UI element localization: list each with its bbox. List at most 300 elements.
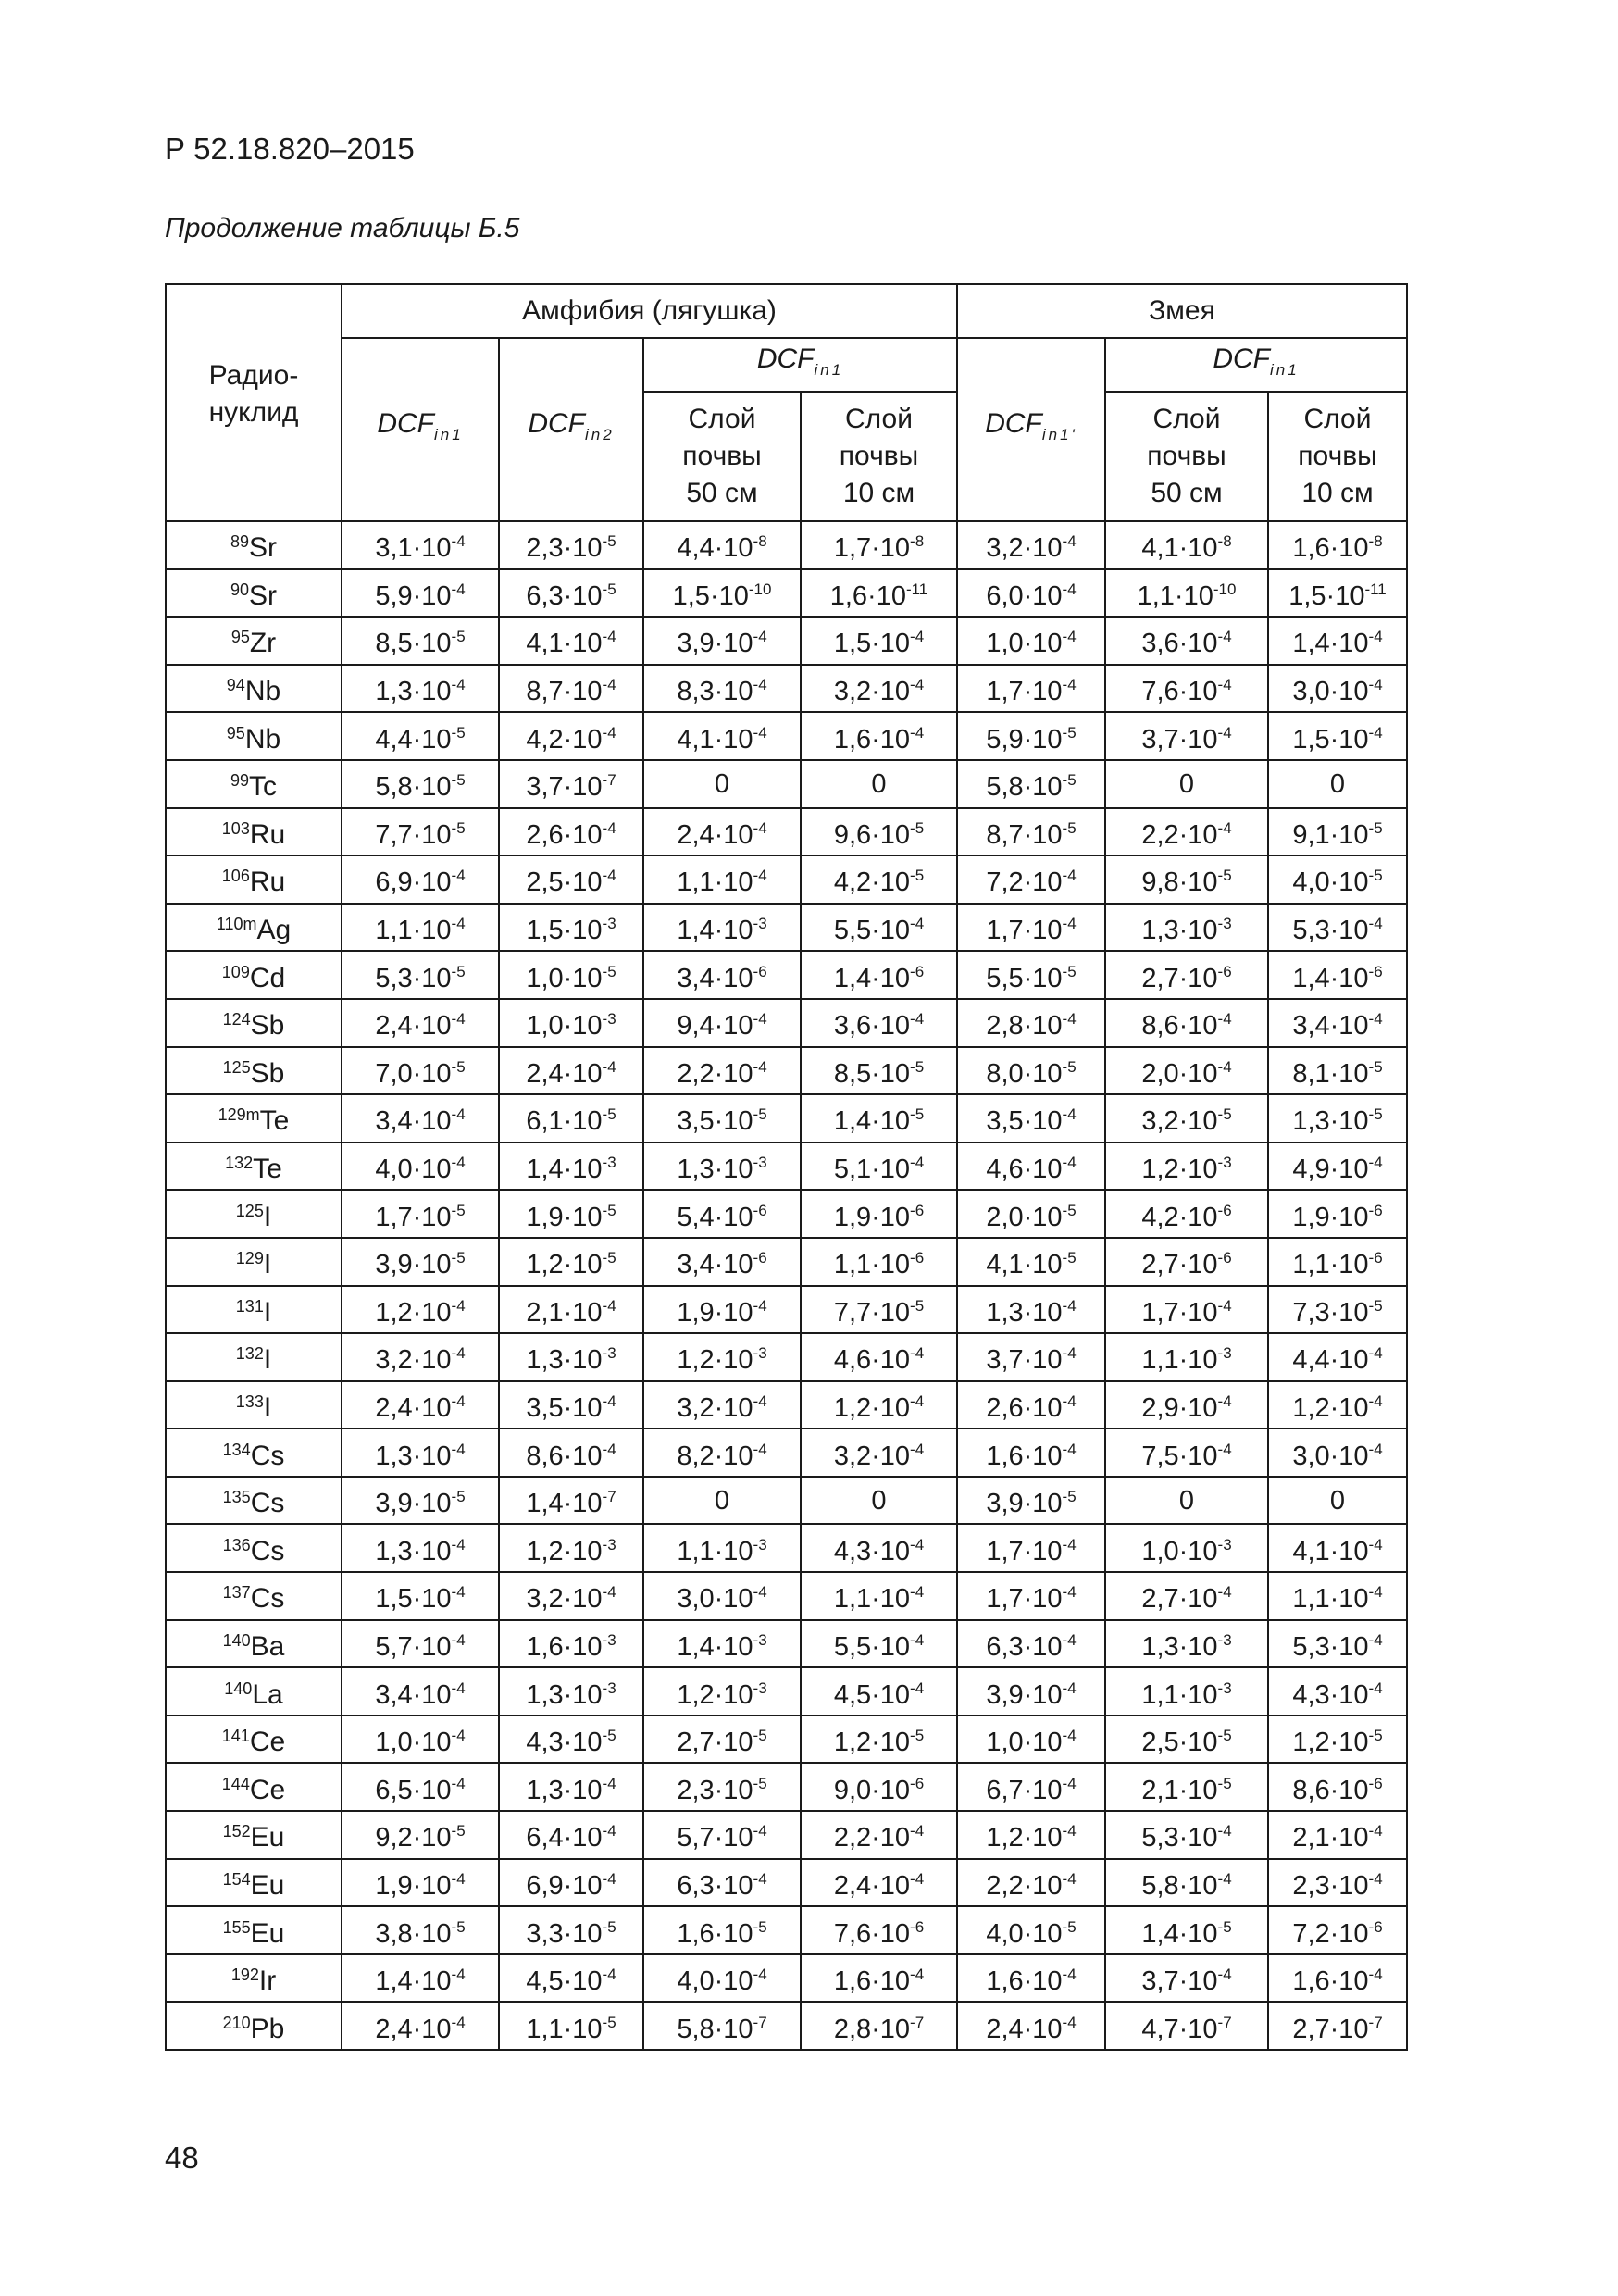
- value-cell: $3,8\cdot 10^{-5}$: [342, 1906, 499, 1954]
- value-cell: $9,0\cdot 10^{-6}$: [801, 1763, 957, 1811]
- value-cell: $5,8\cdot 10^{-5}$: [957, 760, 1105, 808]
- value-cell: $1,4\cdot 10^{-4}$: [342, 1954, 499, 2003]
- value-cell: $7,7\cdot 10^{-5}$: [342, 808, 499, 856]
- value-cell: $2,4\cdot 10^{-4}$: [342, 2002, 499, 2050]
- value-cell: $1,4\cdot 10^{-3}$: [643, 1620, 801, 1668]
- value-cell: $1,1\cdot 10^{-6}$: [1268, 1238, 1407, 1286]
- radionuclide-cell: $^{110m}$Ag: [166, 904, 342, 952]
- value-cell: $8,6\cdot 10^{-4}$: [1105, 999, 1268, 1047]
- radionuclide-cell: $^{89}$Sr: [166, 521, 342, 569]
- value-cell: $2,4\cdot 10^{-4}$: [499, 1047, 643, 1095]
- value-cell: $1,9\cdot 10^{-6}$: [1268, 1190, 1407, 1238]
- value-cell: $2,1\cdot 10^{-5}$: [1105, 1763, 1268, 1811]
- value-cell: $1,1\cdot 10^{-10}$: [1105, 569, 1268, 618]
- value-cell: $4,7\cdot 10^{-7}$: [1105, 2002, 1268, 2050]
- value-cell: $5,8\cdot 10^{-5}$: [342, 760, 499, 808]
- value-cell: $8,2\cdot 10^{-4}$: [643, 1429, 801, 1477]
- header-amph-dcf-in1-layers: $DCF_{in1}$: [643, 338, 957, 392]
- table-row: [166, 1429, 1407, 1477]
- value-cell: $2,6\cdot 10^{-4}$: [499, 808, 643, 856]
- value-cell: $5,3\cdot 10^{-4}$: [1268, 1620, 1407, 1668]
- value-cell: $2,7\cdot 10^{-4}$: [1105, 1572, 1268, 1620]
- value-cell: $3,9\cdot 10^{-4}$: [957, 1667, 1105, 1716]
- value-cell: $5,8\cdot 10^{-7}$: [643, 2002, 801, 2050]
- value-cell: $3,5\cdot 10^{-5}$: [643, 1094, 801, 1142]
- value-cell: $1,4\cdot 10^{-4}$: [1268, 617, 1407, 665]
- value-cell: $1,3\cdot 10^{-3}$: [499, 1667, 643, 1716]
- value-cell: $2,3\cdot 10^{-5}$: [499, 521, 643, 569]
- radionuclide-cell: $^{132}$I: [166, 1333, 342, 1381]
- value-cell: $1,0\cdot 10^{-5}$: [499, 951, 643, 999]
- value-cell: $2,7\cdot 10^{-5}$: [643, 1716, 801, 1764]
- value-cell: $2,2\cdot 10^{-4}$: [801, 1811, 957, 1859]
- header-snake-layer-50: Слой почвы 50 см: [1105, 392, 1268, 521]
- radionuclide-cell: $^{129m}$Te: [166, 1094, 342, 1142]
- value-cell: $1,1\cdot 10^{-4}$: [1268, 1572, 1407, 1620]
- radionuclide-cell: $^{131}$I: [166, 1286, 342, 1334]
- value-cell: $6,9\cdot 10^{-4}$: [499, 1859, 643, 1907]
- header-amph-layer-50: Слой почвы 50 см: [643, 392, 801, 521]
- value-cell: $1,7\cdot 10^{-4}$: [957, 665, 1105, 713]
- radionuclide-cell: $^{135}$Cs: [166, 1477, 342, 1525]
- table-row: [166, 1524, 1407, 1572]
- value-cell: $2,4\cdot 10^{-4}$: [342, 1381, 499, 1429]
- value-cell: $1,4\cdot 10^{-3}$: [499, 1142, 643, 1191]
- value-cell: $3,2\cdot 10^{-4}$: [499, 1572, 643, 1620]
- value-cell: 0: [643, 1477, 801, 1525]
- value-cell: $2,6\cdot 10^{-4}$: [957, 1381, 1105, 1429]
- value-cell: $2,5\cdot 10^{-5}$: [1105, 1716, 1268, 1764]
- value-cell: $8,3\cdot 10^{-4}$: [643, 665, 801, 713]
- value-cell: $3,0\cdot 10^{-4}$: [1268, 1429, 1407, 1477]
- value-cell: $7,2\cdot 10^{-4}$: [957, 855, 1105, 904]
- value-cell: $1,5\cdot 10^{-3}$: [499, 904, 643, 952]
- value-cell: $1,6\cdot 10^{-4}$: [957, 1954, 1105, 2003]
- value-cell: $1,4\cdot 10^{-5}$: [1105, 1906, 1268, 1954]
- value-cell: $3,2\cdot 10^{-4}$: [957, 521, 1105, 569]
- value-cell: $1,3\cdot 10^{-4}$: [342, 665, 499, 713]
- value-cell: $4,4\cdot 10^{-8}$: [643, 521, 801, 569]
- value-cell: $5,5\cdot 10^{-5}$: [957, 951, 1105, 999]
- value-cell: $1,3\cdot 10^{-4}$: [957, 1286, 1105, 1334]
- value-cell: 0: [1105, 760, 1268, 808]
- value-cell: $1,4\cdot 10^{-6}$: [801, 951, 957, 999]
- value-cell: $1,6\cdot 10^{-4}$: [801, 1954, 957, 2003]
- value-cell: $2,3\cdot 10^{-4}$: [1268, 1859, 1407, 1907]
- table-row: [166, 2002, 1407, 2050]
- value-cell: $5,8\cdot 10^{-4}$: [1105, 1859, 1268, 1907]
- value-cell: $8,6\cdot 10^{-6}$: [1268, 1763, 1407, 1811]
- value-cell: $3,0\cdot 10^{-4}$: [643, 1572, 801, 1620]
- value-cell: $1,6\cdot 10^{-11}$: [801, 569, 957, 618]
- value-cell: $8,1\cdot 10^{-5}$: [1268, 1047, 1407, 1095]
- value-cell: $1,2\cdot 10^{-4}$: [1268, 1381, 1407, 1429]
- table-row: [166, 1333, 1407, 1381]
- value-cell: $9,8\cdot 10^{-5}$: [1105, 855, 1268, 904]
- value-cell: $4,6\cdot 10^{-4}$: [801, 1333, 957, 1381]
- value-cell: $2,1\cdot 10^{-4}$: [1268, 1811, 1407, 1859]
- value-cell: 0: [643, 760, 801, 808]
- value-cell: $7,0\cdot 10^{-5}$: [342, 1047, 499, 1095]
- value-cell: $8,7\cdot 10^{-4}$: [499, 665, 643, 713]
- value-cell: 0: [1105, 1477, 1268, 1525]
- value-cell: $1,2\cdot 10^{-5}$: [499, 1238, 643, 1286]
- table-row: [166, 1667, 1407, 1716]
- radionuclide-cell: $^{95}$Zr: [166, 617, 342, 665]
- value-cell: $2,7\cdot 10^{-7}$: [1268, 2002, 1407, 2050]
- value-cell: $5,3\cdot 10^{-4}$: [1105, 1811, 1268, 1859]
- value-cell: $1,9\cdot 10^{-4}$: [643, 1286, 801, 1334]
- table-row: [166, 1477, 1407, 1525]
- value-cell: $1,0\cdot 10^{-4}$: [342, 1716, 499, 1764]
- value-cell: $1,9\cdot 10^{-5}$: [499, 1190, 643, 1238]
- value-cell: $3,5\cdot 10^{-4}$: [499, 1381, 643, 1429]
- value-cell: $1,6\cdot 10^{-5}$: [643, 1906, 801, 1954]
- value-cell: $5,1\cdot 10^{-4}$: [801, 1142, 957, 1191]
- value-cell: $3,4\cdot 10^{-6}$: [643, 1238, 801, 1286]
- value-cell: $1,2\cdot 10^{-5}$: [1268, 1716, 1407, 1764]
- value-cell: $4,1\cdot 10^{-4}$: [499, 617, 643, 665]
- table-row: [166, 1190, 1407, 1238]
- value-cell: $9,1\cdot 10^{-5}$: [1268, 808, 1407, 856]
- value-cell: $1,1\cdot 10^{-5}$: [499, 2002, 643, 2050]
- value-cell: $1,2\cdot 10^{-3}$: [1105, 1142, 1268, 1191]
- value-cell: $1,7\cdot 10^{-5}$: [342, 1190, 499, 1238]
- table-row: [166, 1620, 1407, 1668]
- value-cell: $1,2\cdot 10^{-3}$: [643, 1333, 801, 1381]
- value-cell: $2,7\cdot 10^{-6}$: [1105, 951, 1268, 999]
- value-cell: $4,1\cdot 10^{-5}$: [957, 1238, 1105, 1286]
- value-cell: $2,7\cdot 10^{-6}$: [1105, 1238, 1268, 1286]
- header-radionuclide: [166, 284, 342, 521]
- radionuclide-cell: $^{132}$Te: [166, 1142, 342, 1191]
- value-cell: 0: [1268, 760, 1407, 808]
- value-cell: $2,2\cdot 10^{-4}$: [643, 1047, 801, 1095]
- value-cell: $8,7\cdot 10^{-5}$: [957, 808, 1105, 856]
- value-cell: $5,9\cdot 10^{-4}$: [342, 569, 499, 618]
- table-row: [166, 855, 1407, 904]
- header-snake-dcf-in1-layers: $DCF_{in1}$: [1105, 338, 1407, 392]
- value-cell: $1,7\cdot 10^{-8}$: [801, 521, 957, 569]
- table-row: [166, 1572, 1407, 1620]
- value-cell: $5,7\cdot 10^{-4}$: [342, 1620, 499, 1668]
- dcf-table: [165, 283, 1408, 2051]
- table-body: [166, 521, 1407, 2050]
- value-cell: $7,6\cdot 10^{-6}$: [801, 1906, 957, 1954]
- value-cell: $6,9\cdot 10^{-4}$: [342, 855, 499, 904]
- table-row: [166, 521, 1407, 569]
- radionuclide-cell: $^{192}$Ir: [166, 1954, 342, 2003]
- value-cell: $9,6\cdot 10^{-5}$: [801, 808, 957, 856]
- value-cell: $2,9\cdot 10^{-4}$: [1105, 1381, 1268, 1429]
- value-cell: $7,6\cdot 10^{-4}$: [1105, 665, 1268, 713]
- value-cell: $2,2\cdot 10^{-4}$: [957, 1859, 1105, 1907]
- radionuclide-cell: $^{106}$Ru: [166, 855, 342, 904]
- table-caption: Продолжение таблицы Б.5: [165, 213, 520, 243]
- value-cell: $3,9\cdot 10^{-5}$: [342, 1238, 499, 1286]
- value-cell: $1,7\cdot 10^{-4}$: [957, 904, 1105, 952]
- value-cell: $3,2\cdot 10^{-4}$: [801, 1429, 957, 1477]
- header-amphibian: Амфибия (лягушка): [342, 284, 957, 338]
- value-cell: $6,0\cdot 10^{-4}$: [957, 569, 1105, 618]
- value-cell: $1,6\cdot 10^{-8}$: [1268, 521, 1407, 569]
- value-cell: $1,7\cdot 10^{-4}$: [957, 1572, 1105, 1620]
- value-cell: $1,3\cdot 10^{-4}$: [342, 1524, 499, 1572]
- value-cell: $3,7\cdot 10^{-4}$: [957, 1333, 1105, 1381]
- value-cell: $1,6\cdot 10^{-4}$: [1268, 1954, 1407, 2003]
- table-row: [166, 951, 1407, 999]
- value-cell: $4,3\cdot 10^{-4}$: [1268, 1667, 1407, 1716]
- value-cell: $1,1\cdot 10^{-4}$: [342, 904, 499, 952]
- value-cell: $1,6\cdot 10^{-4}$: [801, 712, 957, 760]
- value-cell: $1,7\cdot 10^{-4}$: [957, 1524, 1105, 1572]
- value-cell: $2,1\cdot 10^{-4}$: [499, 1286, 643, 1334]
- value-cell: $9,4\cdot 10^{-4}$: [643, 999, 801, 1047]
- radionuclide-cell: $^{155}$Eu: [166, 1906, 342, 1954]
- radionuclide-cell: $^{140}$La: [166, 1667, 342, 1716]
- radionuclide-cell: $^{154}$Eu: [166, 1859, 342, 1907]
- value-cell: $4,2\cdot 10^{-6}$: [1105, 1190, 1268, 1238]
- table-row: [166, 760, 1407, 808]
- value-cell: 0: [801, 760, 957, 808]
- value-cell: $1,3\cdot 10^{-3}$: [643, 1142, 801, 1191]
- value-cell: $3,2\cdot 10^{-5}$: [1105, 1094, 1268, 1142]
- value-cell: $3,9\cdot 10^{-5}$: [342, 1477, 499, 1525]
- value-cell: $1,5\cdot 10^{-10}$: [643, 569, 801, 618]
- value-cell: $1,5\cdot 10^{-11}$: [1268, 569, 1407, 618]
- radionuclide-cell: $^{141}$Ce: [166, 1716, 342, 1764]
- value-cell: $7,3\cdot 10^{-5}$: [1268, 1286, 1407, 1334]
- value-cell: $1,1\cdot 10^{-3}$: [1105, 1667, 1268, 1716]
- value-cell: $4,1\cdot 10^{-8}$: [1105, 521, 1268, 569]
- radionuclide-cell: $^{136}$Cs: [166, 1524, 342, 1572]
- value-cell: $1,0\cdot 10^{-4}$: [957, 617, 1105, 665]
- value-cell: $7,5\cdot 10^{-4}$: [1105, 1429, 1268, 1477]
- value-cell: $8,5\cdot 10^{-5}$: [342, 617, 499, 665]
- header-snake-dcf-in1-prime: $DCF_{in1'}$: [957, 338, 1105, 521]
- value-cell: $2,4\cdot 10^{-4}$: [957, 2002, 1105, 2050]
- table-row: [166, 904, 1407, 952]
- value-cell: $1,6\cdot 10^{-4}$: [957, 1429, 1105, 1477]
- value-cell: $1,4\cdot 10^{-7}$: [499, 1477, 643, 1525]
- value-cell: $3,7\cdot 10^{-4}$: [1105, 712, 1268, 760]
- radionuclide-cell: $^{125}$I: [166, 1190, 342, 1238]
- table-row: [166, 1286, 1407, 1334]
- value-cell: $4,1\cdot 10^{-4}$: [1268, 1524, 1407, 1572]
- value-cell: $3,7\cdot 10^{-4}$: [1105, 1954, 1268, 2003]
- value-cell: $1,2\cdot 10^{-4}$: [342, 1286, 499, 1334]
- value-cell: $1,4\cdot 10^{-3}$: [643, 904, 801, 952]
- table-row: [166, 665, 1407, 713]
- value-cell: $4,4\cdot 10^{-4}$: [1268, 1333, 1407, 1381]
- value-cell: $4,0\cdot 10^{-5}$: [1268, 855, 1407, 904]
- table-row: [166, 617, 1407, 665]
- radionuclide-cell: $^{90}$Sr: [166, 569, 342, 618]
- value-cell: $5,7\cdot 10^{-4}$: [643, 1811, 801, 1859]
- value-cell: $1,4\cdot 10^{-6}$: [1268, 951, 1407, 999]
- header-snake: Змея: [957, 284, 1407, 338]
- value-cell: $4,2\cdot 10^{-5}$: [801, 855, 957, 904]
- value-cell: $2,8\cdot 10^{-4}$: [957, 999, 1105, 1047]
- value-cell: $5,4\cdot 10^{-6}$: [643, 1190, 801, 1238]
- radionuclide-cell: $^{133}$I: [166, 1381, 342, 1429]
- value-cell: $1,3\cdot 10^{-4}$: [499, 1763, 643, 1811]
- table-row: [166, 1716, 1407, 1764]
- value-cell: $2,2\cdot 10^{-4}$: [1105, 808, 1268, 856]
- value-cell: $4,3\cdot 10^{-4}$: [801, 1524, 957, 1572]
- table-row: [166, 1763, 1407, 1811]
- radionuclide-cell: $^{137}$Cs: [166, 1572, 342, 1620]
- document-code: Р 52.18.820–2015: [165, 131, 415, 166]
- value-cell: $2,4\cdot 10^{-4}$: [643, 808, 801, 856]
- header-snake-layer-10: Слой почвы 10 см: [1268, 392, 1407, 521]
- value-cell: $1,1\cdot 10^{-4}$: [801, 1572, 957, 1620]
- radionuclide-cell: $^{144}$Ce: [166, 1763, 342, 1811]
- value-cell: $1,1\cdot 10^{-6}$: [801, 1238, 957, 1286]
- value-cell: $3,5\cdot 10^{-4}$: [957, 1094, 1105, 1142]
- value-cell: $4,0\cdot 10^{-4}$: [342, 1142, 499, 1191]
- value-cell: $8,0\cdot 10^{-5}$: [957, 1047, 1105, 1095]
- table-row: [166, 712, 1407, 760]
- value-cell: $3,0\cdot 10^{-4}$: [1268, 665, 1407, 713]
- value-cell: $8,6\cdot 10^{-4}$: [499, 1429, 643, 1477]
- value-cell: $1,2\cdot 10^{-5}$: [801, 1716, 957, 1764]
- value-cell: $2,4\cdot 10^{-4}$: [342, 999, 499, 1047]
- value-cell: $3,9\cdot 10^{-4}$: [643, 617, 801, 665]
- value-cell: $1,1\cdot 10^{-3}$: [1105, 1333, 1268, 1381]
- value-cell: $4,3\cdot 10^{-5}$: [499, 1716, 643, 1764]
- value-cell: $3,2\cdot 10^{-4}$: [342, 1333, 499, 1381]
- value-cell: $1,4\cdot 10^{-5}$: [801, 1094, 957, 1142]
- header-amph-dcf-in1: $DCF_{in1}$: [342, 338, 499, 521]
- radionuclide-cell: $^{109}$Cd: [166, 951, 342, 999]
- value-cell: $4,6\cdot 10^{-4}$: [957, 1142, 1105, 1191]
- radionuclide-cell: $^{129}$I: [166, 1238, 342, 1286]
- value-cell: $1,5\cdot 10^{-4}$: [801, 617, 957, 665]
- value-cell: $2,4\cdot 10^{-4}$: [801, 1859, 957, 1907]
- value-cell: $3,4\cdot 10^{-4}$: [342, 1667, 499, 1716]
- value-cell: $3,2\cdot 10^{-4}$: [643, 1381, 801, 1429]
- value-cell: $1,0\cdot 10^{-3}$: [1105, 1524, 1268, 1572]
- value-cell: $2,3\cdot 10^{-5}$: [643, 1763, 801, 1811]
- value-cell: $4,4\cdot 10^{-5}$: [342, 712, 499, 760]
- header-radionuclide-text: Радио- нуклид: [208, 360, 299, 428]
- table-row: [166, 1381, 1407, 1429]
- table-row: [166, 569, 1407, 618]
- value-cell: $6,1\cdot 10^{-5}$: [499, 1094, 643, 1142]
- table-row: [166, 1142, 1407, 1191]
- value-cell: $3,9\cdot 10^{-5}$: [957, 1477, 1105, 1525]
- value-cell: $6,5\cdot 10^{-4}$: [342, 1763, 499, 1811]
- radionuclide-cell: $^{210}$Pb: [166, 2002, 342, 2050]
- value-cell: $1,7\cdot 10^{-4}$: [1105, 1286, 1268, 1334]
- value-cell: $6,3\cdot 10^{-5}$: [499, 569, 643, 618]
- value-cell: $1,3\cdot 10^{-4}$: [342, 1429, 499, 1477]
- value-cell: $4,5\cdot 10^{-4}$: [801, 1667, 957, 1716]
- value-cell: $1,2\cdot 10^{-3}$: [499, 1524, 643, 1572]
- page-number: 48: [165, 2140, 199, 2175]
- radionuclide-cell: $^{140}$Ba: [166, 1620, 342, 1668]
- table-row: [166, 1047, 1407, 1095]
- value-cell: $3,6\cdot 10^{-4}$: [801, 999, 957, 1047]
- value-cell: $1,3\cdot 10^{-3}$: [1105, 904, 1268, 952]
- value-cell: 0: [801, 1477, 957, 1525]
- value-cell: $5,5\cdot 10^{-4}$: [801, 1620, 957, 1668]
- value-cell: $1,5\cdot 10^{-4}$: [1268, 712, 1407, 760]
- value-cell: $7,7\cdot 10^{-5}$: [801, 1286, 957, 1334]
- radionuclide-cell: $^{152}$Eu: [166, 1811, 342, 1859]
- value-cell: $7,2\cdot 10^{-6}$: [1268, 1906, 1407, 1954]
- radionuclide-cell: $^{99}$Tc: [166, 760, 342, 808]
- value-cell: $2,0\cdot 10^{-4}$: [1105, 1047, 1268, 1095]
- value-cell: $3,3\cdot 10^{-5}$: [499, 1906, 643, 1954]
- value-cell: $3,4\cdot 10^{-4}$: [342, 1094, 499, 1142]
- value-cell: $1,3\cdot 10^{-3}$: [499, 1333, 643, 1381]
- value-cell: $9,2\cdot 10^{-5}$: [342, 1811, 499, 1859]
- header-amph-dcf-in2: $DCF_{in2}$: [499, 338, 643, 521]
- value-cell: $4,0\cdot 10^{-4}$: [643, 1954, 801, 2003]
- value-cell: $3,7\cdot 10^{-7}$: [499, 760, 643, 808]
- value-cell: $4,5\cdot 10^{-4}$: [499, 1954, 643, 2003]
- table-row: [166, 999, 1407, 1047]
- value-cell: $1,3\cdot 10^{-5}$: [1268, 1094, 1407, 1142]
- value-cell: $6,4\cdot 10^{-4}$: [499, 1811, 643, 1859]
- radionuclide-cell: $^{125}$Sb: [166, 1047, 342, 1095]
- value-cell: $4,1\cdot 10^{-4}$: [643, 712, 801, 760]
- header-amph-layer-10: Слой почвы 10 см: [801, 392, 957, 521]
- value-cell: $1,2\cdot 10^{-4}$: [801, 1381, 957, 1429]
- value-cell: $1,1\cdot 10^{-3}$: [643, 1524, 801, 1572]
- value-cell: $2,5\cdot 10^{-4}$: [499, 855, 643, 904]
- value-cell: $6,3\cdot 10^{-4}$: [643, 1859, 801, 1907]
- value-cell: $4,9\cdot 10^{-4}$: [1268, 1142, 1407, 1191]
- value-cell: $3,2\cdot 10^{-4}$: [801, 665, 957, 713]
- value-cell: $2,0\cdot 10^{-5}$: [957, 1190, 1105, 1238]
- value-cell: $3,4\cdot 10^{-6}$: [643, 951, 801, 999]
- table-row: [166, 1859, 1407, 1907]
- value-cell: $1,9\cdot 10^{-4}$: [342, 1859, 499, 1907]
- value-cell: $5,3\cdot 10^{-5}$: [342, 951, 499, 999]
- value-cell: $1,5\cdot 10^{-4}$: [342, 1572, 499, 1620]
- radionuclide-cell: $^{103}$Ru: [166, 808, 342, 856]
- value-cell: $5,5\cdot 10^{-4}$: [801, 904, 957, 952]
- value-cell: $3,6\cdot 10^{-4}$: [1105, 617, 1268, 665]
- value-cell: $1,2\cdot 10^{-3}$: [643, 1667, 801, 1716]
- table-row: [166, 1238, 1407, 1286]
- table-row: [166, 1811, 1407, 1859]
- value-cell: $8,5\cdot 10^{-5}$: [801, 1047, 957, 1095]
- table-row: [166, 1906, 1407, 1954]
- value-cell: $3,4\cdot 10^{-4}$: [1268, 999, 1407, 1047]
- value-cell: $4,0\cdot 10^{-5}$: [957, 1906, 1105, 1954]
- value-cell: $1,6\cdot 10^{-3}$: [499, 1620, 643, 1668]
- value-cell: 0: [1268, 1477, 1407, 1525]
- value-cell: $6,7\cdot 10^{-4}$: [957, 1763, 1105, 1811]
- value-cell: $1,3\cdot 10^{-3}$: [1105, 1620, 1268, 1668]
- value-cell: $3,1\cdot 10^{-4}$: [342, 521, 499, 569]
- value-cell: $5,3\cdot 10^{-4}$: [1268, 904, 1407, 952]
- value-cell: $1,9\cdot 10^{-6}$: [801, 1190, 957, 1238]
- value-cell: $6,3\cdot 10^{-4}$: [957, 1620, 1105, 1668]
- value-cell: $2,8\cdot 10^{-7}$: [801, 2002, 957, 2050]
- table-row: [166, 1094, 1407, 1142]
- radionuclide-cell: $^{95}$Nb: [166, 712, 342, 760]
- value-cell: $1,2\cdot 10^{-4}$: [957, 1811, 1105, 1859]
- value-cell: $4,2\cdot 10^{-4}$: [499, 712, 643, 760]
- table-row: [166, 808, 1407, 856]
- table-row: [166, 1954, 1407, 2003]
- value-cell: $5,9\cdot 10^{-5}$: [957, 712, 1105, 760]
